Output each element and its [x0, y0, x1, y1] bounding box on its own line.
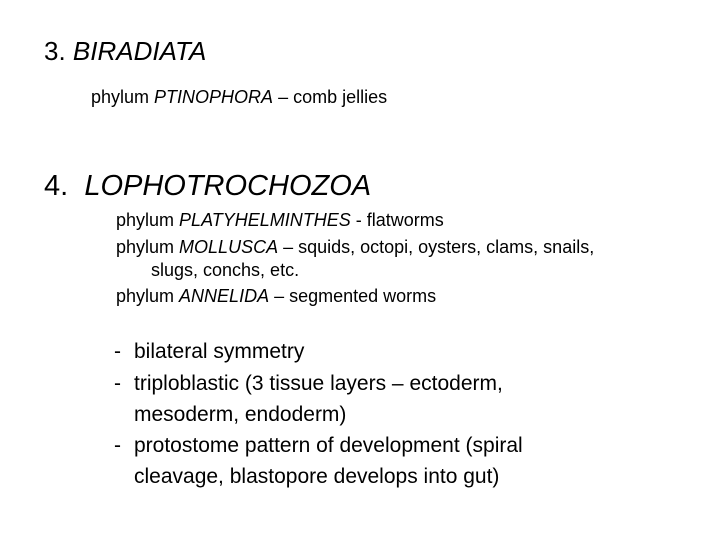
bullet-item — [114, 435, 523, 456]
phylum-name: PTINOPHORA — [154, 87, 274, 107]
section-4-heading — [44, 172, 371, 201]
phylum-description: – squids, octopi, oysters, clams, snails, — [278, 237, 595, 257]
phylum-name: MOLLUSCA — [179, 237, 279, 257]
bullet-marker: - — [114, 434, 121, 457]
bullet-text: protostome pattern of development (spiral — [134, 434, 523, 457]
section-4-number: 4. — [44, 170, 69, 202]
phylum-description: - flatworms — [350, 210, 444, 230]
section-3-heading — [44, 38, 206, 64]
phylum-prefix: phylum — [91, 87, 150, 107]
phylum-prefix: phylum — [116, 237, 175, 257]
phylum-description: – segmented worms — [269, 286, 437, 306]
bullet-text: bilateral symmetry — [134, 340, 305, 363]
bullet-marker: - — [114, 372, 121, 395]
phylum-ptinophora-line — [91, 88, 387, 106]
bullet-text-continuation: cleavage, blastopore develops into gut) — [134, 465, 500, 488]
section-3-title: BIRADIATA — [72, 36, 207, 66]
section-3-number: 3. — [44, 36, 66, 66]
phylum-mollusca-continuation: slugs, conchs, etc. — [151, 260, 300, 280]
phylum-annelida-line — [116, 287, 436, 305]
phylum-description: – comb jellies — [273, 87, 388, 107]
bullet-text-continuation: mesoderm, endoderm) — [134, 403, 347, 426]
bullet-item — [114, 373, 503, 394]
phylum-name: PLATYHELMINTHES — [179, 210, 351, 230]
phylum-prefix: phylum — [116, 286, 175, 306]
bullet-text: triploblastic (3 tissue layers – ectoderm, — [134, 372, 503, 395]
phylum-prefix: phylum — [116, 210, 175, 230]
phylum-name: ANNELIDA — [179, 286, 270, 306]
phylum-mollusca-line — [116, 238, 594, 256]
section-4-title: LOPHOTROCHOZOA — [84, 170, 372, 202]
bullet-item — [114, 341, 304, 362]
phylum-platyhelminthes-line — [116, 211, 444, 229]
bullet-marker: - — [114, 340, 121, 363]
